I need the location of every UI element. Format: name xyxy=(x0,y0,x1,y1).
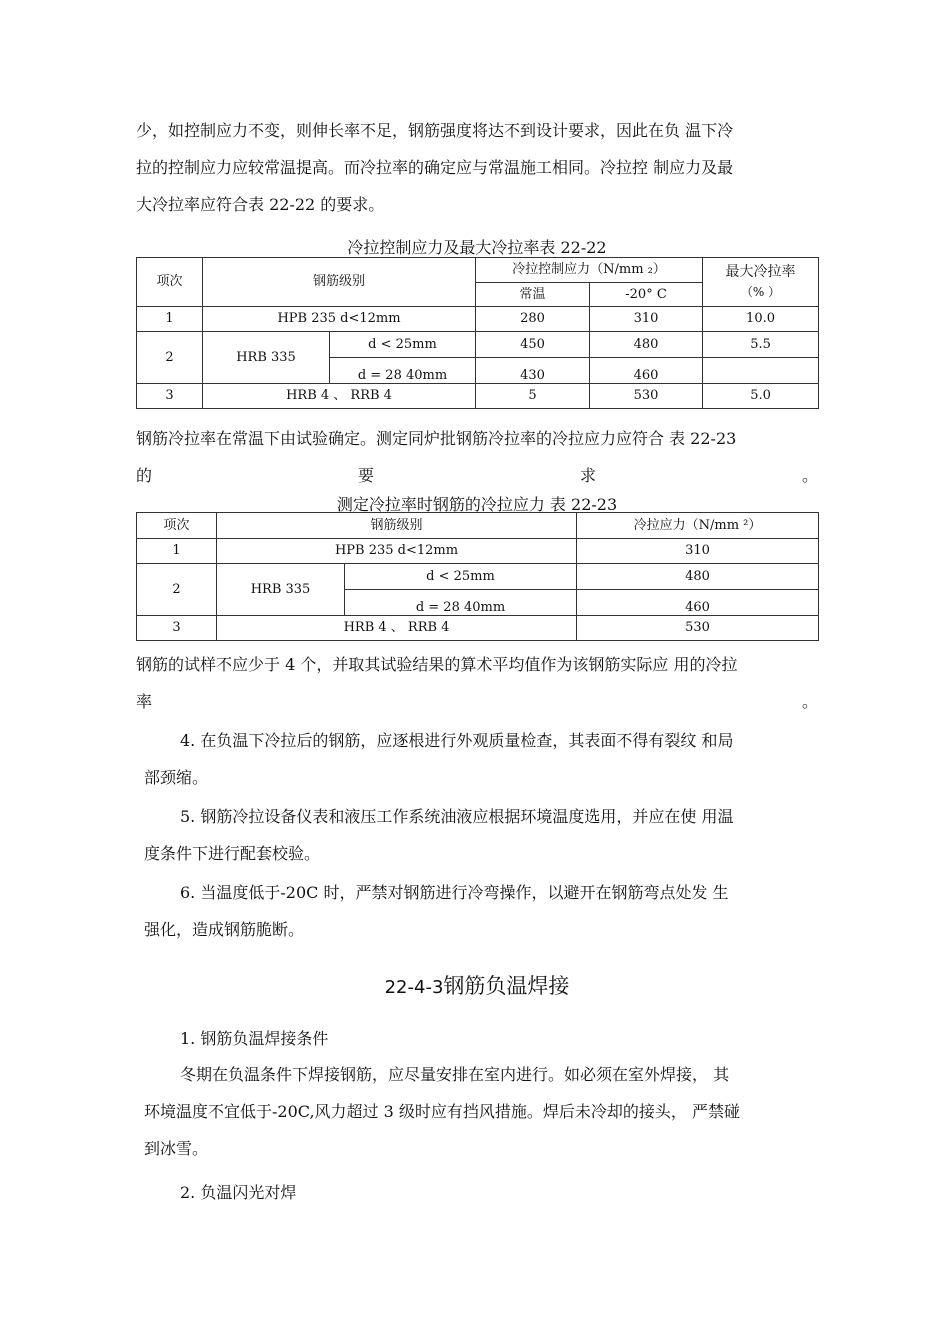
text-line: 6. 当温度低于-20C 时，严禁对钢筋进行冷弯操作，以避开在钢筋弯点处发 生 xyxy=(180,883,729,902)
cell-item: 3 xyxy=(137,384,203,409)
item-4 xyxy=(144,722,818,796)
cell-grade: HPB 235 d<12mm xyxy=(203,307,476,332)
header-max-rate-label: 最大冷拉率 xyxy=(725,264,796,280)
cell-rate: 10.0 xyxy=(703,307,819,332)
cell-cold: 310 xyxy=(590,307,703,332)
text-line: 少，如控制应力不变，则伸长率不足，钢筋强度将达不到设计要求，因此在负 温下冷 xyxy=(136,121,734,140)
cell-stress: 460 xyxy=(577,590,819,616)
stress-rate-table xyxy=(136,257,819,409)
cold-stress-table xyxy=(136,512,819,641)
text-line: 5. 钢筋冷拉设备仪表和液压工作系统油液应根据环境温度选用，并应在使 用温 xyxy=(180,807,734,826)
cell-grade: HRB 335 xyxy=(203,332,330,384)
cell-item: 2 xyxy=(137,564,217,616)
text-line: 强化，造成钢筋脆断。 xyxy=(144,920,305,939)
subsection-1 xyxy=(144,1020,818,1057)
text-line: 拉的控制应力应较常温提高。而冷拉率的确定应与常温施工相同。冷拉控 制应力及最 xyxy=(136,158,734,177)
header-item: 项次 xyxy=(137,258,203,307)
cell-item: 1 xyxy=(137,307,203,332)
section-title: 钢筋负温焊接 xyxy=(443,974,570,998)
cell-cold: 530 xyxy=(590,384,703,409)
subsection-2 xyxy=(144,1174,818,1211)
cell-normal: 280 xyxy=(476,307,590,332)
cell-normal: 450 xyxy=(476,332,590,358)
header-stress: 冷拉控制应力（N/mm ₂） xyxy=(476,258,703,283)
cell-stress: 530 xyxy=(577,616,819,641)
subheading: 1. 钢筋负温焊接条件 xyxy=(180,1029,329,1048)
cell-rate xyxy=(703,358,819,384)
cell-cold: 480 xyxy=(590,332,703,358)
cell-normal: 5 xyxy=(476,384,590,409)
text-fragment: 。 xyxy=(801,466,818,485)
cell-stress: 480 xyxy=(577,564,819,590)
header-max-rate xyxy=(703,258,819,307)
text-line: 冬期在负温条件下焊接钢筋，应尽量安排在室内进行。如必须在室外焊接， 其 xyxy=(180,1065,730,1084)
cell-grade: HRB 4 、 RRB 4 xyxy=(217,616,577,641)
section-number: 22-4-3 xyxy=(384,977,444,998)
text-line: 大冷拉率应符合表 22-22 的要求。 xyxy=(136,195,385,214)
section-heading xyxy=(136,970,818,1000)
cell-rate: 5.5 xyxy=(703,332,819,358)
table-row xyxy=(137,539,819,564)
cell-spec: d < 25mm xyxy=(345,564,577,590)
cell-spec: d < 25mm xyxy=(330,332,476,358)
mid-paragraph xyxy=(136,420,818,494)
subheading: 2. 负温闪光对焊 xyxy=(180,1183,297,1202)
header-grade: 钢筋级别 xyxy=(217,513,577,539)
table-caption: 测定冷拉率时钢筋的冷拉应力 表 22-23 xyxy=(336,495,618,514)
header-item: 项次 xyxy=(137,513,217,539)
cell-item: 3 xyxy=(137,616,217,641)
text-fragment: 要 xyxy=(357,466,374,485)
table-row xyxy=(137,332,819,358)
cell-spec: d = 28 40mm xyxy=(345,590,577,616)
text-fragment: 的 xyxy=(136,466,153,485)
cell-grade: HRB 4 、 RRB 4 xyxy=(203,384,476,409)
welding-paragraph xyxy=(144,1056,818,1167)
header-normal-temp: 常温 xyxy=(476,283,590,307)
text-fragment: 。 xyxy=(801,692,818,711)
table-caption: 冷拉控制应力及最大冷拉率表 22-22 xyxy=(347,238,607,257)
text-line: 环境温度不宜低于-20C,风力超过 3 级时应有挡风措施。焊后未冷却的接头， 严禁碰 xyxy=(144,1102,740,1121)
table-row xyxy=(137,384,819,409)
cell-spec: d = 28 40mm xyxy=(330,358,476,384)
cell-grade: HRB 335 xyxy=(217,564,345,616)
cell-grade: HPB 235 d<12mm xyxy=(217,539,577,564)
text-fragment: 求 xyxy=(579,466,596,485)
cell-rate: 5.0 xyxy=(703,384,819,409)
table-row xyxy=(137,564,819,590)
header-max-rate-unit: （% ） xyxy=(740,285,781,299)
header-grade: 钢筋级别 xyxy=(203,258,476,307)
text-line: 钢筋的试样不应少于 4 个，并取其试验结果的算术平均值作为该钢筋实际应 用的冷拉 xyxy=(136,655,738,674)
cell-stress: 310 xyxy=(577,539,819,564)
header-stress: 冷拉应力（N/mm ²） xyxy=(577,513,819,539)
item-5 xyxy=(144,798,818,872)
text-line: 4. 在负温下冷拉后的钢筋，应逐根进行外观质量检查，其表面不得有裂纹 和局 xyxy=(180,731,734,750)
spread-line xyxy=(136,683,818,720)
cell-item: 1 xyxy=(137,539,217,564)
text-fragment: 率 xyxy=(136,692,153,711)
table-row xyxy=(137,616,819,641)
spread-line xyxy=(136,457,818,494)
intro-paragraph xyxy=(136,112,818,223)
item-6 xyxy=(144,874,818,948)
cell-normal: 430 xyxy=(476,358,590,384)
cell-item: 2 xyxy=(137,332,203,384)
text-line: 钢筋冷拉率在常温下由试验确定。测定同炉批钢筋冷拉率的冷拉应力应符合 表 22-23 xyxy=(136,429,737,448)
text-line: 度条件下进行配套校验。 xyxy=(144,844,321,863)
cell-cold: 460 xyxy=(590,358,703,384)
table-row xyxy=(137,307,819,332)
header-minus20: -20° C xyxy=(590,283,703,307)
text-line: 到冰雪。 xyxy=(144,1139,209,1158)
text-line: 部颈缩。 xyxy=(144,768,209,787)
sample-paragraph xyxy=(136,646,818,720)
